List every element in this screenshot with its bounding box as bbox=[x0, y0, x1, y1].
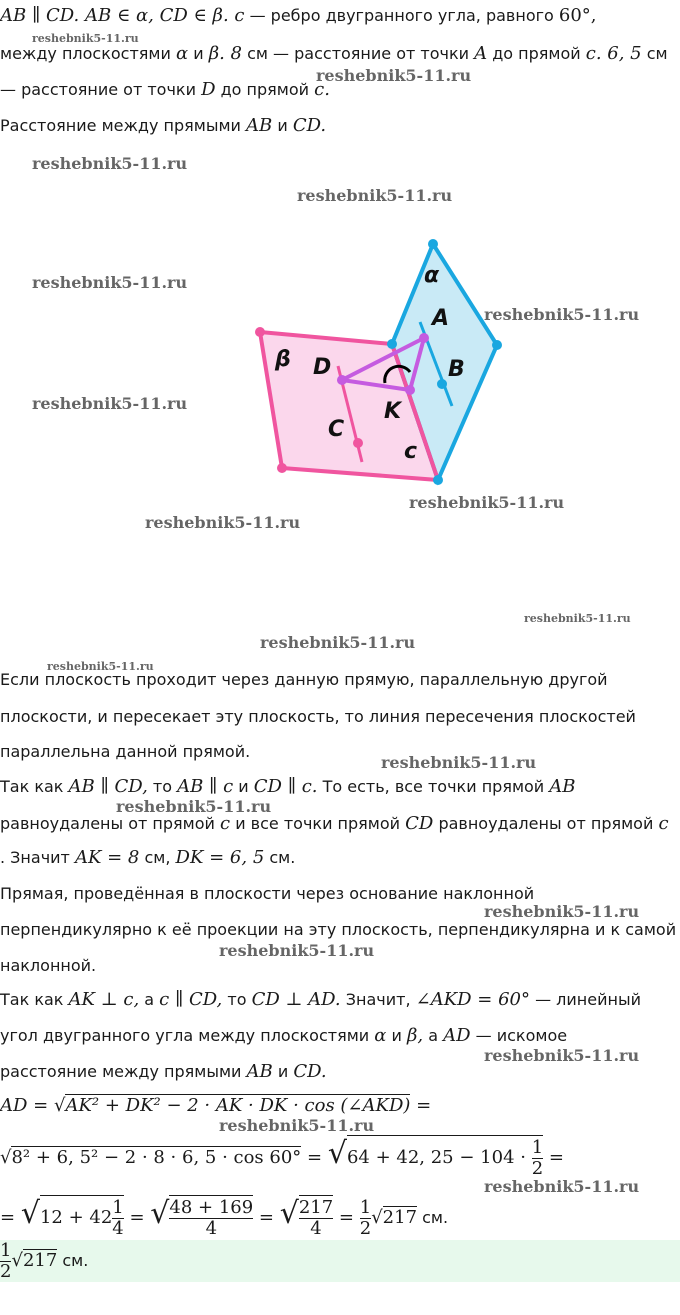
radicand: 217 bbox=[382, 1207, 418, 1228]
label-a: A bbox=[432, 306, 450, 331]
numerator: 1 bbox=[359, 1197, 372, 1218]
text: до прямой bbox=[215, 80, 315, 99]
text: — искомое bbox=[470, 1026, 568, 1045]
math: AD bbox=[443, 1025, 471, 1046]
dihedral-angle-figure bbox=[240, 230, 520, 500]
problem-line-1 bbox=[0, 6, 597, 26]
solution-line bbox=[0, 1026, 567, 1046]
text: и bbox=[272, 1062, 294, 1081]
watermark: reshebnik5-11.ru bbox=[32, 154, 188, 173]
math: D bbox=[201, 79, 216, 100]
denominator: 4 bbox=[112, 1218, 124, 1239]
watermark: reshebnik5-11.ru bbox=[381, 753, 537, 772]
sqrt-sign: √ bbox=[20, 1196, 40, 1231]
math: CD. bbox=[293, 1061, 327, 1082]
fraction bbox=[169, 1198, 253, 1239]
radicand bbox=[347, 1135, 543, 1180]
math: AB ∥ CD, bbox=[68, 776, 148, 797]
point-alpha-corner bbox=[428, 239, 438, 249]
text: то bbox=[222, 990, 252, 1009]
label-k: K bbox=[384, 399, 402, 424]
solution-line bbox=[0, 814, 669, 834]
text: а bbox=[423, 1026, 444, 1045]
formula-line-3 bbox=[0, 1192, 448, 1240]
solution-line: плоскости, и пересекает эту плоскость, то линия пересечения плоскостей bbox=[0, 707, 636, 726]
sqrt-sign: √ bbox=[0, 1147, 12, 1168]
answer-box bbox=[0, 1240, 680, 1282]
point-alpha-corner bbox=[492, 340, 502, 350]
text: см. bbox=[57, 1251, 89, 1270]
solution-line bbox=[0, 1062, 327, 1082]
math: β. 8 bbox=[208, 43, 243, 64]
text: угол двугранного угла между плоскостями bbox=[0, 1026, 375, 1045]
math: α bbox=[175, 43, 189, 64]
text: расстояние между прямыми bbox=[0, 1062, 247, 1081]
math: = bbox=[123, 1207, 151, 1228]
math: ∠AKD = 60° bbox=[415, 989, 530, 1010]
denominator: 2 bbox=[359, 1218, 372, 1239]
point-a bbox=[419, 333, 429, 343]
watermark: reshebnik5-11.ru bbox=[484, 902, 640, 921]
point-edge-end bbox=[387, 339, 397, 349]
math: 60°, bbox=[558, 5, 597, 26]
text: см — расстояние от точки bbox=[242, 44, 475, 63]
solution-line: наклонной. bbox=[0, 956, 97, 975]
denominator: 4 bbox=[310, 1218, 322, 1239]
label-alpha: α bbox=[424, 263, 440, 288]
text: — ребро двугранного угла, равного bbox=[244, 6, 559, 25]
watermark: reshebnik5-11.ru bbox=[145, 513, 301, 532]
text: равноудалены от прямой bbox=[0, 814, 221, 833]
text: до прямой bbox=[487, 44, 586, 63]
fraction bbox=[299, 1198, 333, 1239]
denominator: 2 bbox=[531, 1158, 544, 1179]
radicand: AK² + DK² − 2 · AK · DK · cos (∠AKD) bbox=[65, 1095, 411, 1116]
sqrt-sign: √ bbox=[279, 1196, 299, 1231]
text: — расстояние от точки bbox=[0, 80, 202, 99]
solution-line bbox=[0, 990, 641, 1010]
sqrt-sign: √ bbox=[53, 1095, 66, 1116]
text: между плоскостями bbox=[0, 44, 176, 63]
numerator: 1 bbox=[531, 1137, 544, 1158]
math: = bbox=[543, 1147, 564, 1168]
watermark: reshebnik5-11.ru bbox=[219, 1116, 375, 1135]
text: Значит, bbox=[340, 990, 416, 1009]
sqrt-sign: √ bbox=[327, 1136, 347, 1171]
text: и bbox=[272, 116, 293, 135]
label-d: D bbox=[313, 355, 332, 380]
sqrt-sign: √ bbox=[11, 1250, 23, 1271]
watermark: reshebnik5-11.ru bbox=[32, 394, 188, 413]
fraction bbox=[0, 1241, 11, 1282]
text: см bbox=[641, 44, 668, 63]
text: и bbox=[386, 1026, 407, 1045]
text: см, bbox=[139, 848, 176, 867]
numerator: 48 + 169 bbox=[169, 1197, 254, 1218]
point-beta-corner bbox=[277, 463, 287, 473]
watermark: reshebnik5-11.ru bbox=[32, 32, 139, 45]
math: c. bbox=[314, 79, 330, 100]
numerator: 1 bbox=[112, 1197, 124, 1218]
text: то bbox=[147, 777, 178, 796]
math: = bbox=[0, 1207, 21, 1228]
text: и все точки прямой bbox=[230, 814, 406, 833]
watermark: reshebnik5-11.ru bbox=[524, 612, 631, 625]
math: AB bbox=[549, 776, 576, 797]
math: = bbox=[333, 1207, 360, 1228]
label-edge-c: c bbox=[404, 439, 418, 464]
numerator: 217 bbox=[298, 1197, 334, 1218]
math: AD = bbox=[0, 1095, 54, 1116]
watermark: reshebnik5-11.ru bbox=[219, 941, 375, 960]
formula-line-2 bbox=[0, 1132, 564, 1180]
text: а bbox=[139, 990, 160, 1009]
denominator: 4 bbox=[205, 1218, 218, 1239]
math: c ∥ CD, bbox=[159, 989, 223, 1010]
math: CD ⊥ AD. bbox=[251, 989, 341, 1010]
math: 64 + 42, 25 − 104 · bbox=[346, 1147, 532, 1168]
text: Расстояние между прямыми bbox=[0, 116, 247, 135]
point-d bbox=[337, 375, 347, 385]
point-c bbox=[353, 438, 363, 448]
problem-line-2 bbox=[0, 44, 668, 64]
math: AK ⊥ c, bbox=[68, 989, 140, 1010]
solution-line bbox=[0, 848, 295, 868]
solution-line: Если плоскость проходит через данную прямую, параллельную другой bbox=[0, 670, 608, 689]
math: AB bbox=[246, 115, 273, 136]
point-k bbox=[405, 385, 415, 395]
math: AK = 8 bbox=[74, 847, 140, 868]
radicand bbox=[299, 1195, 333, 1240]
watermark: reshebnik5-11.ru bbox=[484, 305, 640, 324]
math: c. 6, 5 bbox=[585, 43, 642, 64]
sqrt-sign: √ bbox=[150, 1196, 170, 1231]
math: 12 + 42 bbox=[39, 1207, 113, 1228]
answer-line bbox=[0, 1240, 88, 1282]
fraction bbox=[112, 1198, 123, 1239]
solution-line: Прямая, проведённая в плоскости через основание наклонной bbox=[0, 884, 535, 903]
math: CD bbox=[405, 813, 434, 834]
radicand: 8² + 6, 5² − 2 · 8 · 6, 5 · cos 60° bbox=[11, 1147, 302, 1168]
radicand: 217 bbox=[22, 1250, 58, 1271]
solution-line: перпендикулярно к её проекции на эту плоскость, перпендикулярна и к самой bbox=[0, 920, 677, 939]
watermark: reshebnik5-11.ru bbox=[32, 273, 188, 292]
watermark: reshebnik5-11.ru bbox=[409, 493, 565, 512]
radicand bbox=[40, 1195, 124, 1240]
text: и bbox=[233, 777, 254, 796]
math: CD. bbox=[292, 115, 327, 136]
label-beta: β bbox=[275, 347, 291, 372]
fraction bbox=[360, 1198, 371, 1239]
label-c: C bbox=[328, 417, 345, 442]
watermark: reshebnik5-11.ru bbox=[47, 660, 154, 673]
problem-line-3 bbox=[0, 80, 330, 100]
point-b bbox=[437, 379, 447, 389]
math: β, bbox=[407, 1025, 424, 1046]
text: То есть, все точки прямой bbox=[317, 777, 550, 796]
numerator: 1 bbox=[0, 1240, 12, 1261]
sqrt-sign: √ bbox=[371, 1207, 383, 1228]
point-beta-corner bbox=[255, 327, 265, 337]
math: c bbox=[220, 813, 231, 834]
math: α bbox=[374, 1025, 387, 1046]
math: AB bbox=[246, 1061, 273, 1082]
math: DK = 6, 5 bbox=[175, 847, 265, 868]
solution-line: параллельна данной прямой. bbox=[0, 742, 251, 761]
text: Так как bbox=[0, 990, 69, 1009]
point-edge-end bbox=[433, 475, 443, 485]
text: см. bbox=[417, 1208, 449, 1227]
math: = bbox=[410, 1095, 432, 1116]
math: CD ∥ c. bbox=[253, 776, 318, 797]
math: A bbox=[474, 43, 488, 64]
text: . Значит bbox=[0, 848, 75, 867]
text: — линейный bbox=[530, 990, 641, 1009]
math: = bbox=[253, 1207, 280, 1228]
watermark: reshebnik5-11.ru bbox=[484, 1046, 640, 1065]
fraction bbox=[532, 1138, 543, 1179]
math: AB ∥ c bbox=[177, 776, 234, 797]
math: AB ∥ CD. AB ∈ α, CD ∈ β. c bbox=[0, 5, 245, 26]
text: и bbox=[188, 44, 209, 63]
radicand bbox=[169, 1195, 253, 1240]
math: c bbox=[658, 813, 669, 834]
formula-line-1 bbox=[0, 1096, 431, 1116]
text: см. bbox=[264, 848, 296, 867]
text: равноудалены от прямой bbox=[433, 814, 659, 833]
problem-line-4 bbox=[0, 116, 326, 136]
denominator: 2 bbox=[0, 1261, 12, 1282]
watermark: reshebnik5-11.ru bbox=[484, 1177, 640, 1196]
watermark: reshebnik5-11.ru bbox=[316, 66, 472, 85]
math: = bbox=[301, 1147, 328, 1168]
text: Так как bbox=[0, 777, 69, 796]
solution-line bbox=[0, 777, 576, 797]
watermark: reshebnik5-11.ru bbox=[260, 633, 416, 652]
watermark: reshebnik5-11.ru bbox=[116, 797, 272, 816]
label-b: B bbox=[448, 357, 465, 382]
watermark: reshebnik5-11.ru bbox=[297, 186, 453, 205]
